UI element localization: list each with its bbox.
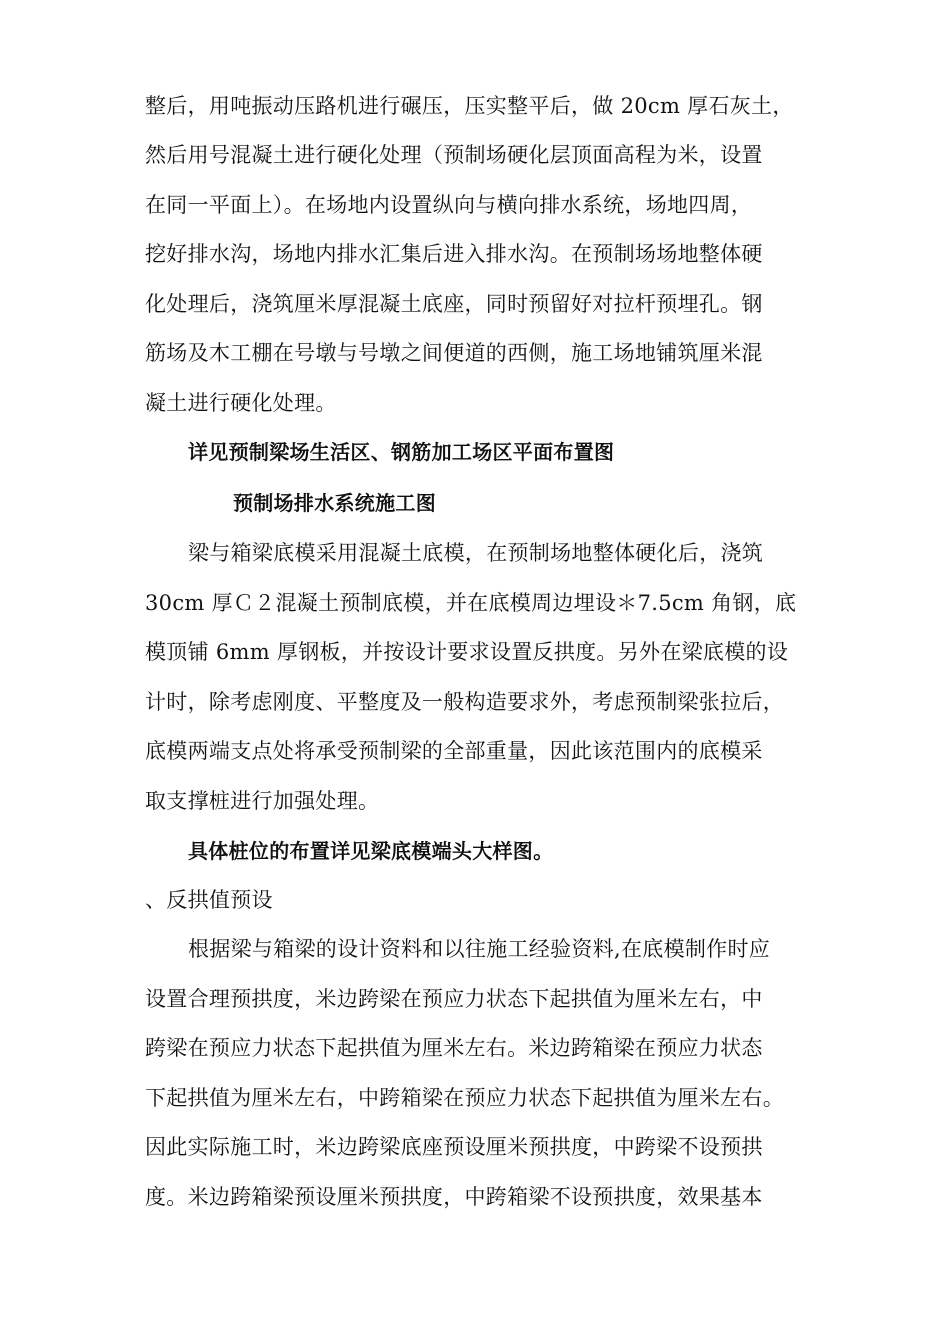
paragraph-2-line-2: 30cm 厚Ｃ２混凝土预制底模，并在底模周边埋设＊7.5cm 角钢，底 [145,591,797,615]
paragraph-2-line-4: 计时，除考虑刚度、平整度及一般构造要求外，考虑预制梁张拉后， [145,690,784,714]
paragraph-3-line-4: 下起拱值为厘米左右，中跨箱梁在预应力状态下起拱值为厘米左右。 [145,1086,784,1110]
paragraph-1-line-5: 化处理后，浇筑厘米厚混凝土底座，同时预留好对拉杆预埋孔。钢 [145,292,763,316]
paragraph-2-line-3: 模顶铺 6mm 厚钢板，并按设计要求设置反拱度。另外在梁底模的设 [145,640,789,664]
paragraph-1-line-4: 挖好排水沟，场地内排水汇集后进入排水沟。在预制场场地整体硬 [145,242,763,266]
paragraph-3-line-3: 跨梁在预应力状态下起拱值为厘米左右。米边跨箱梁在预应力状态 [145,1036,763,1060]
heading-pile-layout: 具体桩位的布置详见梁底模端头大样图。 [188,839,554,863]
paragraph-1-line-1: 整后，用吨振动压路机进行碾压，压实整平后，做 20cm 厚石灰土， [145,94,794,118]
section-title-camber: 、反拱值预设 [145,888,273,912]
paragraph-3-line-1: 根据梁与箱梁的设计资料和以往施工经验资料,在底模制作时应 [188,937,771,961]
heading-drainage-drawing: 预制场排水系统施工图 [233,491,436,515]
paragraph-1-line-2: 然后用号混凝土进行硬化处理（预制场硬化层顶面高程为米，设置 [145,143,763,167]
paragraph-3-line-2: 设置合理预拱度，米边跨梁在预应力状态下起拱值为厘米左右，中 [145,987,763,1011]
heading-layout-plan: 详见预制梁场生活区、钢筋加工场区平面布置图 [188,440,615,464]
paragraph-1-line-7: 凝土进行硬化处理。 [145,391,337,415]
paragraph-1-line-3: 在同一平面上）。在场地内设置纵向与横向排水系统，场地四周， [145,193,753,217]
paragraph-3-line-6: 度。米边跨箱梁预设厘米预拱度，中跨箱梁不设预拱度，效果基本 [145,1185,763,1209]
paragraph-1-line-6: 筋场及木工棚在号墩与号墩之间便道的西侧，施工场地铺筑厘米混 [145,341,763,365]
paragraph-3-line-5: 因此实际施工时，米边跨梁底座预设厘米预拱度，中跨梁不设预拱 [145,1135,763,1159]
paragraph-2-line-5: 底模两端支点处将承受预制梁的全部重量，因此该范围内的底模采 [145,739,763,763]
paragraph-2-line-1: 梁与箱梁底模采用混凝土底模，在预制场地整体硬化后，浇筑 [188,541,764,565]
paragraph-2-line-6: 取支撑桩进行加强处理。 [145,789,380,813]
